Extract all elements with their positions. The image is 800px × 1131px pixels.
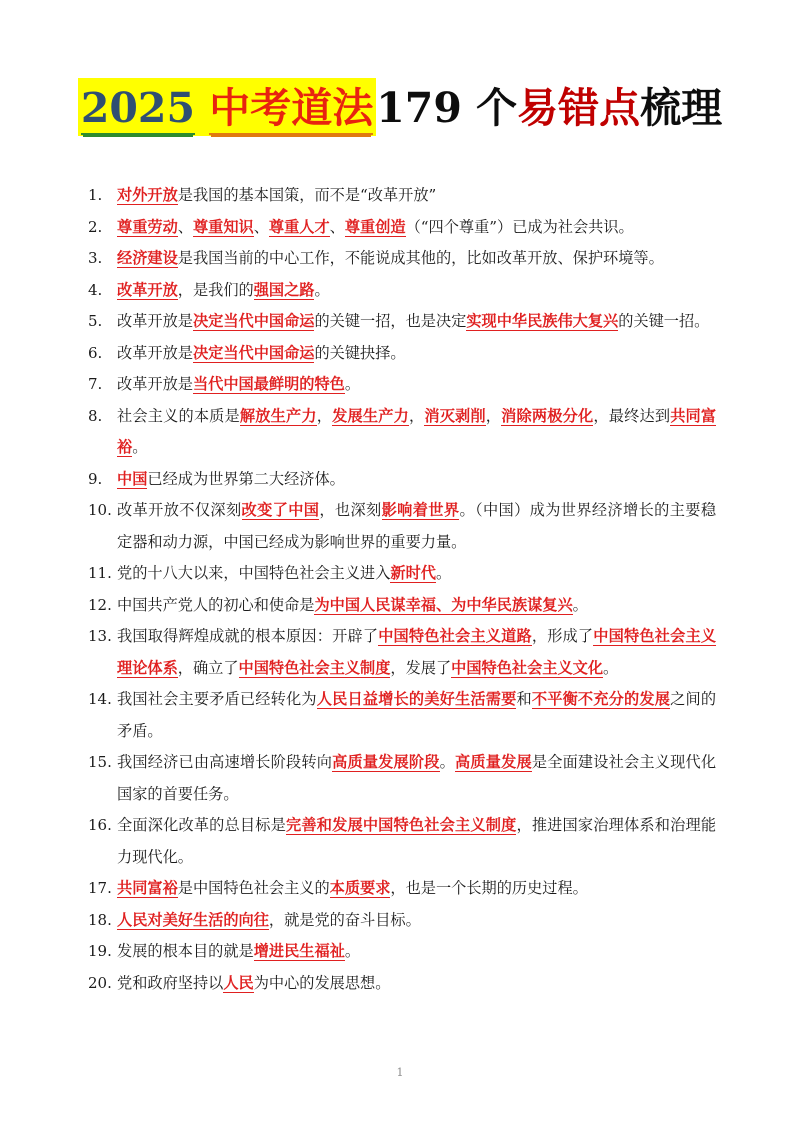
title-count: 179 个 [376, 84, 518, 132]
plain-text: ， [408, 406, 425, 425]
plain-text: ， [485, 406, 502, 425]
list-item-text [117, 684, 716, 747]
list-item-text [117, 936, 716, 968]
keyword-highlight: 发展生产力 [332, 406, 409, 425]
plain-text: 。 [344, 942, 360, 960]
list-item [88, 464, 716, 496]
page-number: 1 [396, 1066, 404, 1079]
list-item-text [117, 243, 716, 275]
list-item-text [117, 905, 716, 937]
plain-text: 。（中国）成为世界经济增长的主要稳定器和动力源，中国已经成为影响世界的重要力量。 [117, 501, 717, 551]
plain-text: ，也深刻 [319, 501, 382, 519]
list-item-number: 15. [88, 753, 112, 771]
keyword-highlight: 消除两极分化 [501, 406, 594, 425]
list-item-text [117, 621, 716, 684]
list-item-text [117, 590, 716, 622]
list-item-text [117, 306, 716, 338]
list-item-number: 7. [88, 375, 103, 393]
keyword-highlight: 高质量发展阶段 [332, 753, 440, 771]
list-item-number: 12. [88, 595, 112, 614]
plain-text: ，形成了 [531, 627, 594, 645]
keyword-highlight: 中国特色社会主义道路 [378, 627, 532, 645]
list-item-text [117, 873, 716, 905]
keyword-highlight: 解放生产力 [239, 406, 317, 425]
plain-text: 之间的矛盾。 [117, 690, 717, 740]
list-item-text [117, 810, 716, 873]
list-item [88, 495, 716, 558]
keyword-highlight: 强国之路 [253, 280, 315, 299]
plain-text: 改革开放是 [117, 312, 193, 330]
plain-text: 。 [572, 595, 588, 614]
keyword-highlight: 不平衡不充分的发展 [531, 690, 671, 708]
plain-text: 。 [439, 753, 456, 771]
keyword-highlight: 人民 [223, 973, 254, 992]
plain-text: 。 [435, 564, 452, 582]
list-item [88, 684, 716, 747]
plain-text: 发展的根本目的就是 [117, 942, 254, 960]
keyword-highlight: 尊重知识 [192, 217, 254, 236]
list-item [88, 905, 716, 937]
title-topic: 易错点 [517, 84, 641, 132]
keyword-highlight: 增进民生福祉 [253, 942, 345, 960]
plain-text: 中国共产党人的初心和使命是 [117, 595, 315, 614]
list-item-text [117, 558, 716, 590]
list-item [88, 747, 716, 810]
list-item [88, 873, 716, 905]
plain-text: 已经成为世界第二大经济体。 [147, 469, 345, 488]
title-highlight-group [78, 78, 376, 136]
keyword-highlight: 高质量发展 [455, 753, 532, 771]
list-item-text [117, 369, 716, 401]
plain-text: 。 [314, 280, 330, 299]
list-item [88, 558, 716, 590]
list-item-number: 13. [88, 627, 112, 645]
list-item-number: 17. [88, 879, 112, 897]
list-item-number: 4. [88, 280, 103, 299]
keyword-highlight: 中国特色社会主义文化 [451, 658, 603, 677]
plain-text: 改革开放是 [117, 343, 193, 362]
title-year: 2025 [81, 84, 195, 135]
list-item [88, 369, 716, 401]
plain-text: 、 [253, 217, 269, 236]
keyword-highlight: 尊重劳动 [117, 217, 178, 236]
list-item-number: 8. [88, 406, 103, 425]
list-item-number: 6. [88, 343, 103, 362]
plain-text: 。 [603, 658, 619, 677]
list-item [88, 401, 716, 464]
plain-text: 的关键一招，也是决定 [314, 312, 467, 330]
plain-text: ，也是一个长期的历史过程。 [390, 879, 588, 897]
list-item [88, 212, 716, 244]
keyword-highlight: 中国特色社会主义制度 [238, 658, 391, 677]
list-item [88, 621, 716, 684]
keyword-highlight: 本质要求 [329, 879, 391, 897]
list-item [88, 306, 716, 338]
plain-text: 、 [329, 217, 345, 236]
plain-text: ，发展了 [390, 658, 452, 677]
title-subject: 中考道法 [209, 84, 373, 135]
list-item-text [117, 180, 716, 212]
keyword-highlight: 中国特色社会主义理论体系 [117, 627, 717, 677]
plain-text: 党的十八大以来，中国特色社会主义进入 [117, 564, 391, 582]
plain-text: 我国取得辉煌成就的根本原因：开辟了 [117, 627, 379, 645]
list-item-text [117, 968, 716, 1000]
list-item-number: 9. [88, 469, 103, 488]
plain-text: ， [316, 406, 333, 425]
list-item [88, 810, 716, 873]
keyword-highlight: 尊重人才 [268, 217, 330, 236]
keyword-highlight: 改革开放 [117, 280, 178, 299]
list-item [88, 180, 716, 212]
plain-text: 我国社会主要矛盾已经转化为 [117, 690, 317, 708]
plain-text: 党和政府坚持以 [117, 973, 224, 992]
keyword-highlight: 尊重创造 [344, 217, 406, 236]
list-item [88, 338, 716, 370]
plain-text: 是我国的基本国策，而不是“改革开放” [177, 186, 437, 204]
plain-text: 。 [132, 438, 148, 456]
plain-text: ，是我们的 [177, 280, 254, 299]
list-item-number: 3. [88, 249, 103, 267]
keyword-highlight: 对外开放 [117, 186, 178, 204]
page-title [0, 84, 800, 132]
list-item-text [117, 212, 716, 244]
keyword-highlight: 决定当代中国命运 [192, 312, 315, 330]
keyword-highlight: 完善和发展中国特色社会主义制度 [286, 816, 517, 834]
list-item-number: 1. [88, 186, 103, 204]
list-item [88, 275, 716, 307]
title-space [195, 84, 209, 132]
keyword-highlight: 人民对美好生活的向往 [117, 910, 269, 929]
knowledge-point-list [88, 180, 716, 999]
plain-text: 改革开放不仅深刻 [117, 501, 242, 519]
list-item-number: 5. [88, 312, 103, 330]
keyword-highlight: 决定当代中国命运 [192, 343, 315, 362]
keyword-highlight: 人民日益增长的美好生活需要 [316, 690, 517, 708]
list-item-text [117, 464, 716, 496]
keyword-highlight: 为中国人民谋幸福、为中华民族谋复兴 [314, 595, 573, 614]
plain-text: 的关键抉择。 [314, 343, 406, 362]
plain-text: 改革开放是 [117, 375, 193, 393]
keyword-highlight: 实现中华民族伟大复兴 [466, 312, 619, 330]
keyword-highlight: 当代中国最鲜明的特色 [192, 375, 345, 393]
list-item [88, 590, 716, 622]
list-item-text [117, 401, 716, 464]
plain-text: 的关键一招。 [618, 312, 710, 330]
plain-text: ，确立了 [177, 658, 239, 677]
list-item [88, 936, 716, 968]
plain-text: ，最终达到 [593, 406, 671, 425]
list-item [88, 243, 716, 275]
plain-text: 是全面建设社会主义现代化国家的首要任务。 [117, 753, 717, 803]
list-item-number: 11. [88, 564, 112, 582]
plain-text: 是中国特色社会主义的 [177, 879, 330, 897]
list-item-number: 2. [88, 217, 103, 236]
title-suffix: 梳理 [640, 84, 723, 132]
list-item-text [117, 338, 716, 370]
keyword-highlight: 共同富裕 [117, 879, 178, 897]
list-item-text [117, 495, 716, 558]
list-item-number: 10. [88, 501, 112, 519]
list-item-number: 20. [88, 973, 112, 992]
list-item-number: 19. [88, 942, 112, 960]
plain-text: ，推进国家治理体系和治理能力现代化。 [117, 816, 717, 866]
list-item [88, 968, 716, 1000]
keyword-highlight: 新时代 [390, 564, 436, 582]
list-item-number: 14. [88, 690, 112, 708]
plain-text: 。 [344, 375, 360, 393]
list-item-number: 18. [88, 910, 112, 929]
plain-text: 社会主义的本质是 [117, 406, 240, 425]
plain-text: 为中心的发展思想。 [253, 973, 391, 992]
plain-text: 、 [177, 217, 193, 236]
keyword-highlight: 中国 [117, 469, 148, 488]
plain-text: ，就是党的奋斗目标。 [268, 910, 421, 929]
keyword-highlight: 共同富裕 [117, 406, 717, 456]
plain-text: 我国经济已由高速增长阶段转向 [117, 753, 333, 771]
keyword-highlight: 经济建设 [117, 249, 178, 267]
list-item-text [117, 275, 716, 307]
list-item-number: 16. [88, 816, 112, 834]
list-item-text [117, 747, 716, 810]
plain-text: （“四个尊重”）已成为社会共识。 [405, 217, 634, 236]
plain-text: 和 [516, 690, 532, 708]
plain-text: 全面深化改革的总目标是 [117, 816, 286, 834]
title-line [78, 84, 723, 132]
keyword-highlight: 改变了中国 [241, 501, 320, 519]
keyword-highlight: 影响着世界 [381, 501, 460, 519]
keyword-highlight: 消灭剥削 [424, 406, 486, 425]
plain-text: 是我国当前的中心工作，不能说成其他的，比如改革开放、保护环境等。 [177, 249, 664, 267]
